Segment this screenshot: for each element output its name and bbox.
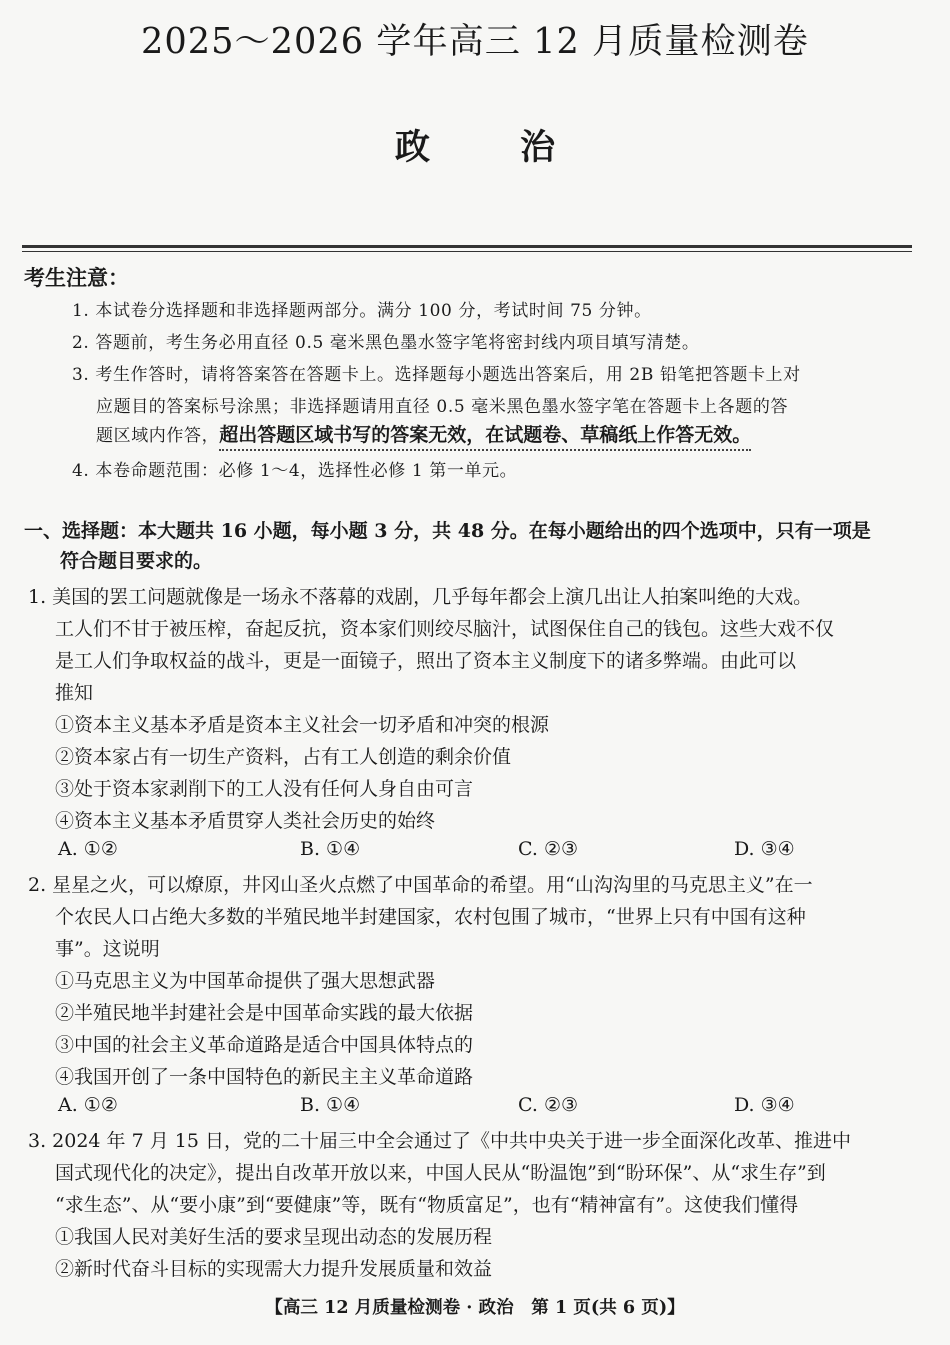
notice-item-3: 3. 考生作答时，请将答案答在答题卡上。选择题每小题选出答案后，用 2B 铅笔把答题卡上对 xyxy=(72,365,801,385)
question-2-statement-3: ③中国的社会主义革命道路是适合中国具体特点的 xyxy=(55,1034,474,1056)
question-2-statement-2: ②半殖民地半封建社会是中国革命实践的最大依据 xyxy=(55,1002,474,1024)
question-1-statement-4: ④资本主义基本矛盾贯穿人类社会历史的始终 xyxy=(55,810,436,832)
question-2-statement-4: ④我国开创了一条中国特色的新民主主义革命道路 xyxy=(55,1066,474,1088)
question-2-option-b: B. ①④ xyxy=(300,1094,361,1116)
notice-item-2: 2. 答题前，考生务必用直径 0.5 毫米黑色墨水签字笔将密封线内项目填写清楚。 xyxy=(72,333,700,353)
notice-item-3-cont: 应题目的答案标号涂黑；非选择题请用直径 0.5 毫米黑色墨水签字笔在答题卡上各题的答 xyxy=(96,397,789,417)
question-1-statement-1: ①资本主义基本矛盾是资本主义社会一切矛盾和冲突的根源 xyxy=(55,714,550,736)
question-3-line-1: 3. 2024 年 7 月 15 日，党的二十届三中全会通过了《中共中央关于进一步全面深化改革、推进中 xyxy=(28,1130,851,1152)
question-2-line-3: 事”。这说明 xyxy=(55,938,160,960)
header-divider-thin xyxy=(22,251,912,252)
question-1-line-4: 推知 xyxy=(55,682,94,704)
question-1-option-c: C. ②③ xyxy=(518,838,579,860)
question-2-line-1: 2. 星星之火，可以燎原，井冈山圣火点燃了中国革命的希望。用“山沟沟里的马克思主义”在一 xyxy=(28,874,813,896)
question-1-statement-2: ②资本家占有一切生产资料，占有工人创造的剩余价值 xyxy=(55,746,512,768)
notice-heading: 考生注意： xyxy=(24,265,129,290)
question-2-option-d: D. ③④ xyxy=(734,1094,795,1116)
exam-title: 2025～2026 学年高三 12 月质量检测卷 xyxy=(141,21,809,62)
question-1-option-a: A. ①② xyxy=(58,838,118,860)
question-2-option-a: A. ①② xyxy=(58,1094,118,1116)
section-heading-cont: 符合题目要求的。 xyxy=(60,550,213,572)
subject-title: 政治 xyxy=(394,127,646,168)
notice-item-4: 4. 本卷命题范围：必修 1～4，选择性必修 1 第一单元。 xyxy=(72,461,518,481)
question-2-statement-1: ①马克思主义为中国革命提供了强大思想武器 xyxy=(55,970,436,992)
question-1-option-b: B. ①④ xyxy=(300,838,361,860)
question-3-statement-1: ①我国人民对美好生活的要求呈现出动态的发展历程 xyxy=(55,1226,493,1248)
question-3-statement-2: ②新时代奋斗目标的实现需大力提升发展质量和效益 xyxy=(55,1258,493,1280)
question-2-line-2: 个农民人口占绝大多数的半殖民地半封建国家，农村包围了城市，“世界上只有中国有这种 xyxy=(55,906,806,928)
question-3-line-2: 国式现代化的决定》，提出自改革开放以来，中国人民从“盼温饱”到“盼环保”、从“求生存”到 xyxy=(55,1162,826,1184)
header-divider-thick xyxy=(22,245,912,248)
notice-item-3-prefix: 题区域内作答， xyxy=(96,426,220,446)
section-heading: 一、选择题：本大题共 16 小题，每小题 3 分，共 48 分。在每小题给出的四个选项中，只有一项是 xyxy=(24,520,871,542)
page-footer: 【高三 12 月质量检测卷 · 政治 第 1 页(共 6 页)】 xyxy=(265,1297,685,1318)
notice-item-3-end xyxy=(96,420,751,447)
question-1-statement-3: ③处于资本家剥削下的工人没有任何人身自由可言 xyxy=(55,778,474,800)
question-2-option-c: C. ②③ xyxy=(518,1094,579,1116)
question-3-line-3: “求生态”、从“要小康”到“要健康”等，既有“物质富足”，也有“精神富有”。这使我们懂得 xyxy=(55,1194,799,1216)
question-1-line-2: 工人们不甘于被压榨，奋起反抗，资本家们则绞尽脑汁，试图保住自己的钱包。这些大戏不仅 xyxy=(55,618,835,640)
question-1-line-1: 1. 美国的罢工问题就像是一场永不落幕的戏剧，几乎每年都会上演几出让人拍案叫绝的大戏。 xyxy=(28,586,813,608)
notice-item-1: 1. 本试卷分选择题和非选择题两部分。满分 100 分，考试时间 75 分钟。 xyxy=(72,301,652,321)
question-1-line-3: 是工人们争取权益的战斗，更是一面镜子，照出了资本主义制度下的诸多弊端。由此可以 xyxy=(55,650,797,672)
question-1-option-d: D. ③④ xyxy=(734,838,795,860)
notice-emphasis: 超出答题区域书写的答案无效，在试题卷、草稿纸上作答无效。 xyxy=(219,424,751,451)
